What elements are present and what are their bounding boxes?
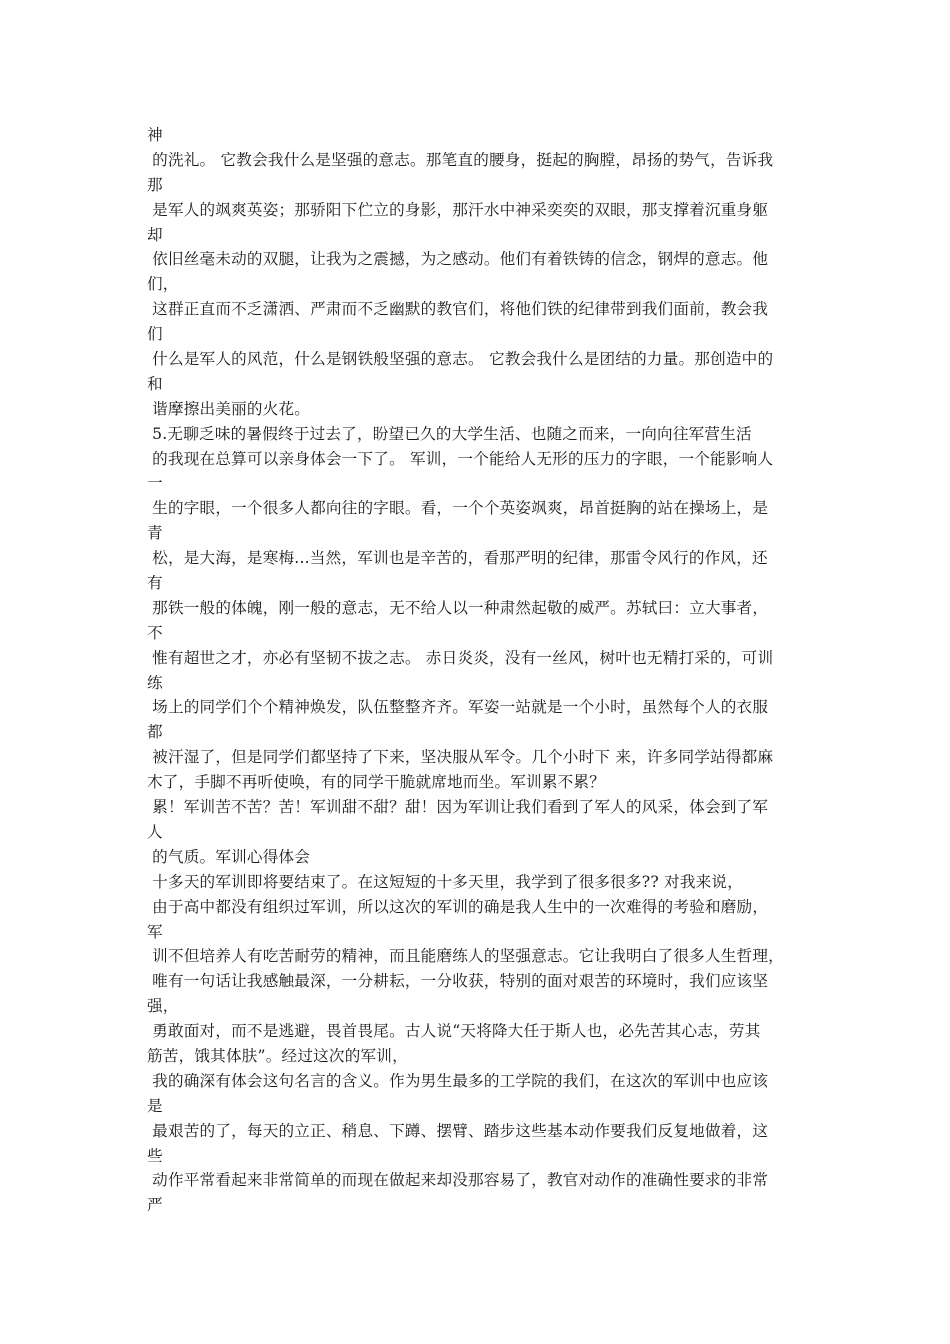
text-line: 5.无聊乏味的暑假终于过去了，盼望已久的大学生活、也随之而来，一向向往军营生活 [147,424,752,443]
text-line: 些 [147,1146,163,1165]
text-line: 什么是军人的风范，什么是钢铁般坚强的意志。 它教会我什么是团结的力量。那创造中的 [147,350,774,369]
text-line: 强， [147,997,179,1016]
text-line: 军 [147,922,163,941]
text-line: 动作平常看起来非常简单的而现在做起来却没那容易了，教官对动作的准确性要求的非常 [147,1171,769,1190]
text-line: 谐摩擦出美丽的火花。 [147,399,311,418]
text-line: 松，是大海，是寒梅...当然，军训也是辛苦的，看那严明的纪律，那雷令风行的作风，还 [147,549,768,568]
text-line: 严 [147,1196,163,1215]
text-line: 依旧丝毫未动的双腿，让我为之震撼，为之感动。他们有着铁铸的信念，钢焊的意志。他 [147,250,769,269]
text-line: 累！军训苦不苦？苦！军训甜不甜？甜！因为军训让我们看到了军人的风采，体会到了军 [147,798,769,817]
text-line: 的洗礼。 它教会我什么是坚强的意志。那笔直的腰身，挺起的胸膛，昂扬的势气，告诉我 [147,150,774,169]
text-line: 有 [147,574,163,593]
text-line: 却 [147,225,163,244]
text-line: 那铁一般的体魄，刚一般的意志，无不给人以一种肃然起敬的威严。苏轼曰：立大事者， [147,598,769,617]
text-line: 和 [147,374,163,393]
text-line: 青 [147,524,163,543]
text-line: 是军人的飒爽英姿；那骄阳下伫立的身影，那汗水中神采奕奕的双眼，那支撑着沉重身躯 [147,200,769,219]
text-line: 不 [147,623,163,642]
text-line: 神 [147,126,163,144]
text-line: 都 [147,723,163,742]
text-line: 惟有超世之才，亦必有坚韧不拔之志。 赤日炎炎，没有一丝风，树叶也无精打采的，可训 [147,648,774,667]
text-line: 被汗湿了，但是同学们都坚持了下来，坚决服从军令。几个小时下 来，许多同学站得都麻 [147,748,774,767]
text-line: 们， [147,275,179,294]
text-line: 的我现在总算可以亲身体会一下了。 军训，一个能给人无形的压力的字眼，一个能影响人 [147,449,774,468]
text-line: 们 [147,325,163,344]
text-line: 这群正直而不乏潇洒、严肃而不乏幽默的教官们，将他们铁的纪律带到我们面前，教会我 [147,300,769,319]
text-line: 是 [147,1096,163,1115]
text-line: 筋苦，饿其体肤”。经过这次的军训， [147,1046,408,1065]
text-line: 最艰苦的了，每天的立正、稍息、下蹲、摆臂、踏步这些基本动作要我们反复地做着，这 [147,1121,769,1140]
text-line: 我的确深有体会这句名言的含义。作为男生最多的工学院的我们，在这次的军训中也应该 [147,1071,769,1090]
text-line: 由于高中都没有组织过军训，所以这次的军训的确是我人生中的一次难得的考验和磨励， [147,897,769,916]
text-line: 场上的同学们个个精神焕发，队伍整整齐齐。军姿一站就是一个小时，虽然每个人的衣服 [147,698,769,717]
text-line: 人 [147,822,163,841]
body-text [147,123,817,1218]
text-line: 生的字眼，一个很多人都向往的字眼。看，一个个英姿飒爽，昂首挺胸的站在操场上，是 [147,499,769,518]
text-line: 一 [147,474,163,493]
text-line: 木了，手脚不再听使唤，有的同学干脆就席地而坐。军训累不累？ [147,773,606,792]
text-line: 训不但培养人有吃苦耐劳的精神，而且能磨练人的坚强意志。它让我明白了很多人生哲理， [147,947,784,966]
text-line: 勇敢面对，而不是逃避，畏首畏尾。古人说“天将降大任于斯人也，必先苦其心志，劳其 [147,1022,761,1041]
text-line: 十多天的军训即将要结束了。在这短短的十多天里，我学到了很多很多?? 对我来说， [147,872,744,891]
text-line: 唯有一句话让我感触最深，一分耕耘，一分收获，特别的面对艰苦的环境时，我们应该坚 [147,972,769,991]
text-line: 练 [147,673,163,692]
text-line: 那 [147,175,163,194]
text-line: 的气质。军训心得体会 [147,847,311,866]
